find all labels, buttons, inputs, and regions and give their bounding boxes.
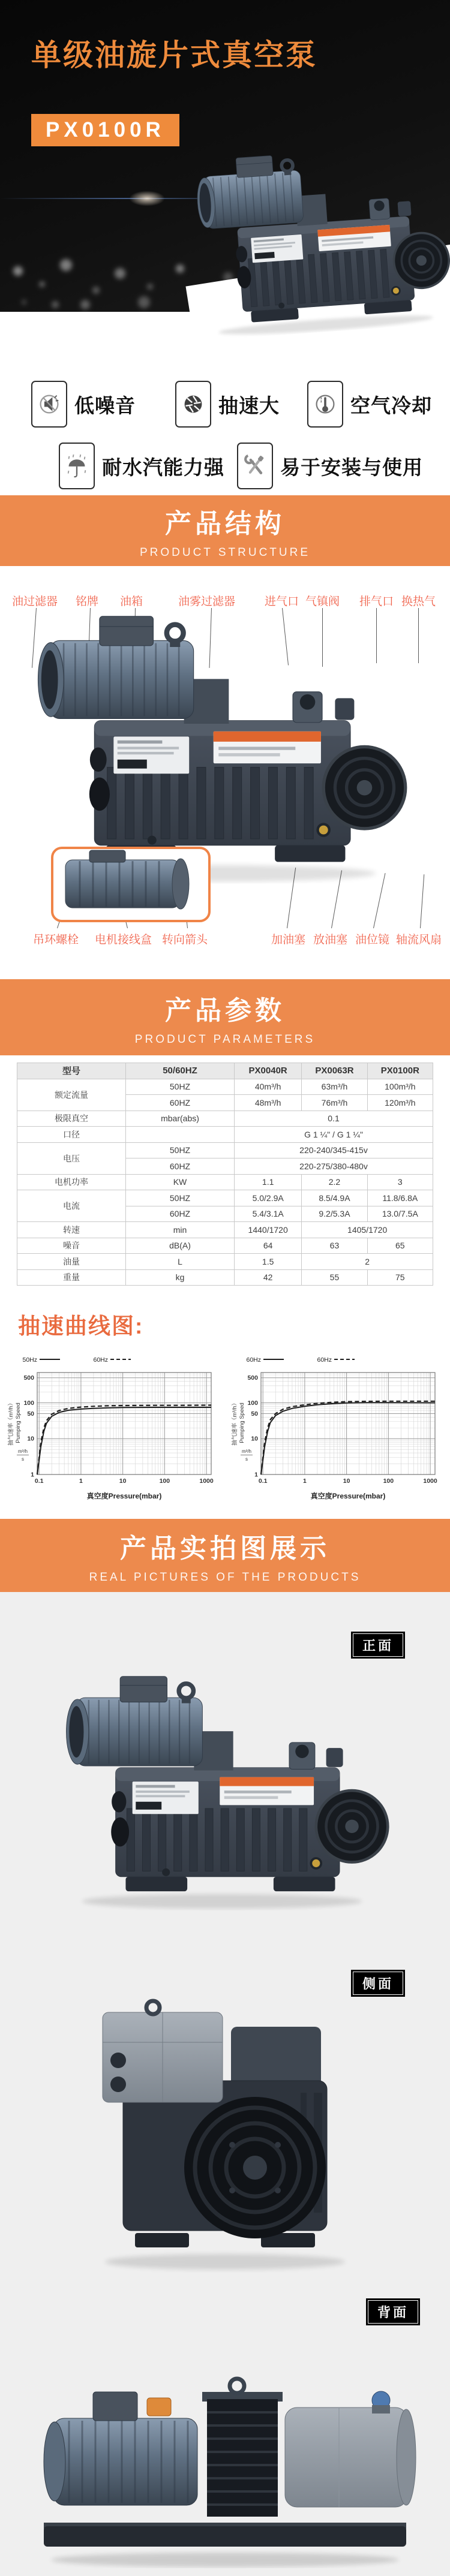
svg-text:1000: 1000	[199, 1477, 214, 1485]
table-row	[17, 1269, 433, 1286]
table-cell: 60HZ	[126, 1206, 235, 1222]
svg-text:500: 500	[23, 1374, 34, 1382]
diagram-label: 电机接线盒	[95, 934, 152, 946]
table-row	[17, 1254, 433, 1270]
diagram-label: 加油塞	[271, 934, 306, 946]
table-cell: 1440/1720	[235, 1222, 302, 1238]
structure-diagram-section	[0, 566, 450, 979]
table-cell: 220-240/345-415v	[235, 1142, 433, 1158]
table-cell: 50HZ	[126, 1190, 235, 1206]
svg-text:1: 1	[302, 1477, 307, 1485]
diagram-label: 吊环螺栓	[33, 934, 79, 946]
structure-banner-title: 产品结构	[165, 509, 285, 538]
diagram-label: 放油塞	[313, 934, 348, 946]
hero-pump-photo	[185, 134, 450, 341]
svg-text:10: 10	[343, 1477, 350, 1485]
table-cell: 40m³/h	[235, 1079, 302, 1095]
diagram-label: 换热气	[401, 595, 436, 608]
svg-text:10: 10	[27, 1435, 34, 1443]
table-cell: 1.5	[235, 1254, 302, 1270]
diagram-label: 油雾过滤器	[178, 595, 236, 608]
back-view-photo	[27, 2328, 423, 2568]
motor-detail-illustration	[53, 849, 203, 915]
feature-item	[31, 381, 136, 428]
feature-label: 抽速大	[218, 394, 280, 417]
table-cell: 220-275/380-480v	[235, 1158, 433, 1175]
table-cell: kg	[126, 1269, 235, 1286]
table-cell: 噪音	[17, 1238, 126, 1254]
svg-text:1: 1	[31, 1471, 34, 1479]
easy-install-icon	[237, 443, 273, 489]
table-cell: 1405/1720	[302, 1222, 433, 1238]
svg-text:100: 100	[383, 1477, 394, 1485]
table-cell: 重量	[17, 1269, 126, 1286]
table-row	[17, 1142, 433, 1158]
table-cell: 极限真空	[17, 1111, 126, 1127]
table-row	[17, 1222, 433, 1238]
pumping-speed-chart	[5, 1351, 218, 1502]
feature-item	[175, 381, 280, 428]
table-cell: 65	[367, 1238, 433, 1254]
table-cell: 3	[367, 1174, 433, 1190]
table-cell: G 1 ¼" / G 1 ¼"	[235, 1127, 433, 1143]
table-cell: 转速	[17, 1222, 126, 1238]
front-view-photo	[54, 1664, 390, 1910]
table-cell: min	[126, 1222, 235, 1238]
table-cell: 50HZ	[126, 1142, 235, 1158]
structure-banner	[0, 495, 450, 566]
lens-flare-glow	[129, 191, 165, 206]
charts-row	[5, 1351, 442, 1502]
pumping-speed-chart-left	[5, 1351, 218, 1502]
diagram-label: 油位镜	[355, 934, 390, 946]
side-view-label: 侧面	[351, 1970, 405, 1997]
table-cell: 60HZ	[126, 1095, 235, 1111]
diagram-label: 进气口	[265, 595, 299, 608]
diagram-label: 油箱	[120, 595, 143, 608]
real-pictures-banner-title: 产品实拍图展示	[120, 1534, 330, 1563]
table-cell: 64	[235, 1238, 302, 1254]
table-cell: 76m³/h	[302, 1095, 367, 1111]
table-cell: 60HZ	[126, 1158, 235, 1175]
structure-pump-photo	[24, 602, 408, 884]
table-cell: L	[126, 1254, 235, 1270]
table-cell: 63	[302, 1238, 367, 1254]
table-header-cell: PX0040R	[235, 1063, 302, 1079]
diagram-label: 排气口	[359, 595, 394, 608]
svg-text:50: 50	[27, 1410, 34, 1418]
table-cell: 48m³/h	[235, 1095, 302, 1111]
diagram-label: 转向箭头	[162, 934, 208, 946]
table-cell: 42	[235, 1269, 302, 1286]
feature-label: 空气冷却	[350, 394, 432, 417]
parameters-banner-title: 产品参数	[165, 995, 285, 1025]
parameters-section	[0, 1055, 450, 1286]
table-row	[17, 1238, 433, 1254]
parameters-table	[17, 1063, 433, 1286]
feature-label: 易于安装与使用	[280, 456, 423, 479]
svg-text:1000: 1000	[423, 1477, 437, 1485]
table-cell: 额定流量	[17, 1079, 126, 1111]
table-cell: 120m³/h	[367, 1095, 433, 1111]
table-cell: 电机功率	[17, 1174, 126, 1190]
table-cell: 100m³/h	[367, 1079, 433, 1095]
svg-text:0.1: 0.1	[258, 1477, 268, 1485]
svg-text:100: 100	[159, 1477, 170, 1485]
table-cell: 11.8/6.8A	[367, 1190, 433, 1206]
svg-text:m³/h: m³/h	[18, 1449, 28, 1454]
table-cell: 75	[367, 1269, 433, 1286]
table-cell: 55	[302, 1269, 367, 1286]
real-pictures-banner	[0, 1519, 450, 1592]
svg-text:60Hz: 60Hz	[317, 1356, 332, 1364]
table-header-cell: PX0063R	[302, 1063, 367, 1079]
feature-item	[307, 381, 432, 428]
table-row	[17, 1063, 433, 1079]
structure-banner-subtitle: PRODUCT STRUCTURE	[139, 546, 311, 559]
svg-text:m³/h: m³/h	[242, 1449, 251, 1454]
svg-text:真空度Pressure(mbar): 真空度Pressure(mbar)	[86, 1492, 162, 1500]
pumping-speed-chart	[229, 1351, 442, 1502]
table-cell: 电压	[17, 1142, 126, 1174]
page-title: 单级油旋片式真空泵	[31, 38, 317, 72]
motor-detail-callout	[51, 847, 211, 922]
feature-item	[59, 443, 224, 489]
diagram-label: 气镇阀	[305, 595, 340, 608]
pumping-speed-chart-right	[229, 1351, 442, 1502]
real-pictures-banner-subtitle: REAL PICTURES OF THE PRODUCTS	[89, 1571, 361, 1584]
svg-text:100: 100	[23, 1399, 34, 1407]
model-badge: PX0100R	[31, 114, 179, 146]
svg-text:Pumping Speed: Pumping Speed	[15, 1403, 22, 1443]
svg-text:抽气速率（m³/h）: 抽气速率（m³/h）	[232, 1400, 238, 1446]
leader-line	[418, 608, 419, 663]
svg-text:60Hz: 60Hz	[246, 1356, 261, 1364]
feature-label: 低噪音	[74, 394, 136, 417]
table-row	[17, 1079, 433, 1095]
table-cell: 口径	[17, 1127, 126, 1143]
leader-line	[420, 874, 424, 928]
side-view-photo	[81, 1991, 369, 2273]
table-cell: dB(A)	[126, 1238, 235, 1254]
table-cell: 2	[302, 1254, 433, 1270]
table-header-cell: 型号	[17, 1063, 126, 1079]
table-cell: 9.2/5.3A	[302, 1206, 367, 1222]
svg-text:50: 50	[251, 1410, 258, 1418]
svg-text:1: 1	[254, 1471, 258, 1479]
table-cell: 1.1	[235, 1174, 302, 1190]
curves-heading: 抽速曲线图:	[18, 1314, 144, 1338]
svg-text:60Hz: 60Hz	[93, 1356, 108, 1364]
table-cell: mbar(abs)	[126, 1111, 235, 1127]
table-cell: 油量	[17, 1254, 126, 1270]
back-view-label: 背面	[366, 2298, 420, 2325]
svg-text:0.1: 0.1	[34, 1477, 44, 1485]
air-cooling-icon	[307, 381, 343, 428]
svg-text:500: 500	[247, 1374, 258, 1382]
table-cell: 50HZ	[126, 1079, 235, 1095]
diagram-label: 轴流风扇	[396, 934, 442, 946]
diagram-label: 油过滤器	[12, 595, 58, 608]
pump-speed-icon	[175, 381, 211, 428]
table-cell: 63m³/h	[302, 1079, 367, 1095]
table-header-cell: PX0100R	[367, 1063, 433, 1079]
table-cell: 电流	[17, 1190, 126, 1222]
svg-text:10: 10	[119, 1477, 127, 1485]
table-header-cell: 50/60HZ	[126, 1063, 235, 1079]
feature-item	[237, 443, 423, 489]
table-cell: 2.2	[302, 1174, 367, 1190]
svg-text:Pumping Speed: Pumping Speed	[239, 1403, 245, 1443]
table-row	[17, 1111, 433, 1127]
table-cell: 5.0/2.9A	[235, 1190, 302, 1206]
parameters-banner	[0, 979, 450, 1055]
table-cell: 5.4/3.1A	[235, 1206, 302, 1222]
table-cell: 0.1	[235, 1111, 433, 1127]
diagram-label: 铭牌	[76, 595, 99, 608]
svg-text:100: 100	[247, 1399, 258, 1407]
svg-text:s: s	[22, 1456, 24, 1462]
parameters-banner-subtitle: PRODUCT PARAMETERS	[134, 1033, 316, 1046]
real-pictures-section	[0, 1592, 450, 2576]
curves-section	[0, 1286, 450, 1519]
feature-label: 耐水汽能力强	[102, 456, 224, 479]
table-row	[17, 1174, 433, 1190]
svg-text:真空度Pressure(mbar): 真空度Pressure(mbar)	[310, 1492, 386, 1500]
svg-text:1: 1	[79, 1477, 83, 1485]
water-vapor-icon	[59, 443, 95, 489]
no-noise-icon	[31, 381, 67, 428]
front-view-label: 正面	[351, 1632, 405, 1659]
table-row	[17, 1190, 433, 1206]
hero-section	[0, 0, 450, 312]
table-cell	[126, 1127, 235, 1143]
table-row	[17, 1127, 433, 1143]
table-cell: KW	[126, 1174, 235, 1190]
table-cell: 8.5/4.9A	[302, 1190, 367, 1206]
svg-text:抽气速率（m³/h）: 抽气速率（m³/h）	[8, 1400, 14, 1446]
table-cell: 13.0/7.5A	[367, 1206, 433, 1222]
svg-text:s: s	[245, 1456, 248, 1462]
svg-text:10: 10	[251, 1435, 258, 1443]
svg-text:50Hz: 50Hz	[22, 1356, 37, 1364]
